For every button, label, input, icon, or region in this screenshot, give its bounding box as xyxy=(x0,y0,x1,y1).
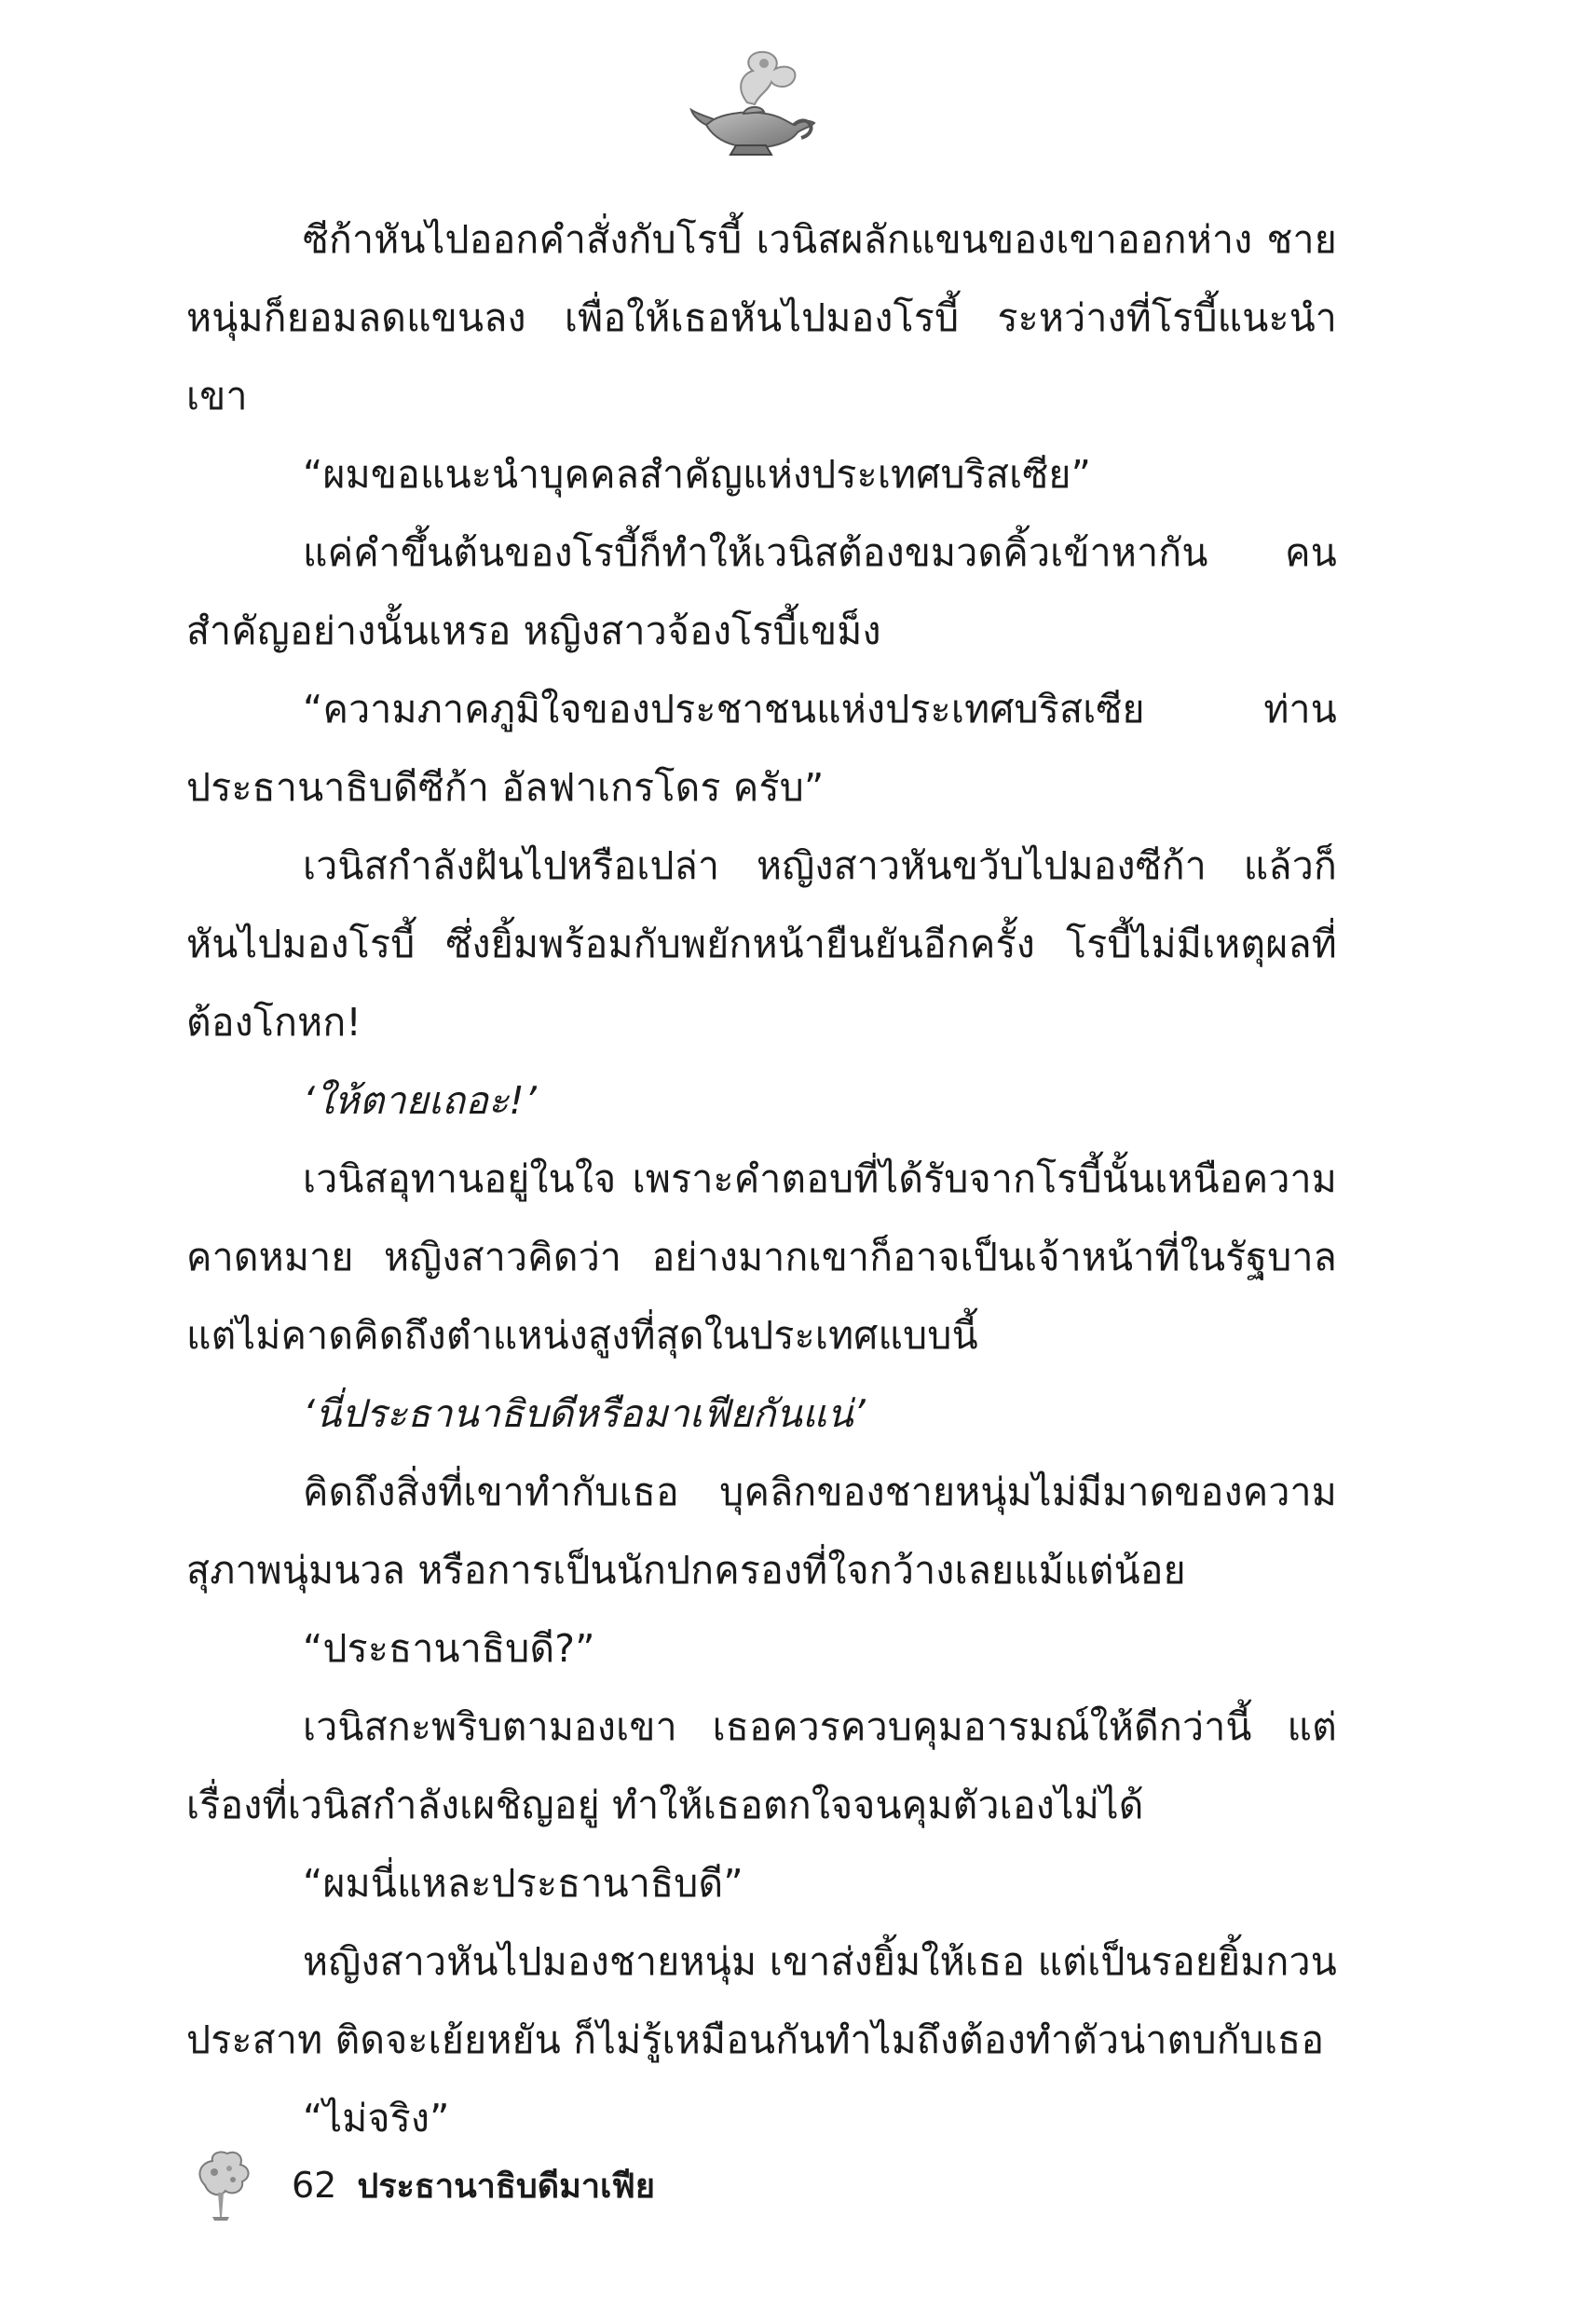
body-text xyxy=(186,200,1337,2157)
paragraph: “ประธานาธิบดี?” xyxy=(303,1626,595,1671)
paragraph: เวนิสกะพริบตามองเขา เธอควรควบคุมอารมณ์ให้ดีกว่านี้ แต่เรื่องที่เวนิสกำลังเผชิญอยู่ ทำให้เธอตกใจจนคุมตัวเองไม่ได้ xyxy=(186,1704,1337,1827)
paragraph: “ไม่จริง” xyxy=(303,2096,450,2140)
book-title: ประธานาธิบดีมาเฟีย xyxy=(357,2167,655,2206)
paragraph: คิดถึงสิ่งที่เขาทำกับเธอ บุคลิกของชายหนุ่มไม่มีมาดของความสุภาพนุ่มนวล หรือการเป็นนักปกครองที่ใจกว้างเลยแม้แต่น้อย xyxy=(186,1470,1337,1593)
paragraph: ซีก้าหันไปออกคำสั่งกับโรบี้ เวนิสผลักแขนของเขาออกห่าง ชายหนุ่มก็ยอมลดแขนลง เพื่อให้เธอหันไปมองโรบี้ ระหว่างที่โรบี้แนะนำเขา xyxy=(186,217,1337,418)
paragraph-thought: ‘นี่ประธานาธิบดีหรือมาเฟียกันแน่’ xyxy=(303,1391,866,1436)
paragraph: “ผมขอแนะนำบุคคลสำคัญแห่งประเทศบริสเซีย” xyxy=(303,452,1092,497)
paragraph: “ผมนี่แหละประธานาธิบดี” xyxy=(303,1861,743,1906)
genie-lamp-icon xyxy=(689,47,820,158)
paragraph: เวนิสกำลังฝันไปหรือเปล่า หญิงสาวหันขวับไปมองซีก้า แล้วก็หันไปมองโรบี้ ซึ่งยิ้มพร้อมกับพยักหน้ายืนยันอีกครั้ง โรบี้ไม่มีเหตุผลที่ต้องโกหก! xyxy=(186,843,1337,1045)
genie-lamp-small-icon xyxy=(186,2148,256,2222)
paragraph: เวนิสอุทานอยู่ในใจ เพราะคำตอบที่ได้รับจากโรบี้นั้นเหนือความคาดหมาย หญิงสาวคิดว่า อย่างมากเขาก็อาจเป็นเจ้าหน้าที่ในรัฐบาล แต่ไม่คาดคิดถึงตำแหน่งสูงที่สุดในประเทศแบบนี้ xyxy=(186,1156,1337,1358)
page-number: 62 xyxy=(292,2165,337,2206)
paragraph: “ความภาคภูมิใจของประชาชนแห่งประเทศบริสเซีย ท่านประธานาธิบดีซีก้า อัลฟาเกรโดร ครับ” xyxy=(186,687,1337,810)
paragraph-thought: ‘ให้ตายเถอะ!’ xyxy=(303,1078,538,1123)
paragraph: หญิงสาวหันไปมองชายหนุ่ม เขาส่งยิ้มให้เธอ แต่เป็นรอยยิ้มกวนประสาท ติดจะเย้ยหยัน ก็ไม่รู้เหมือนกันทำไมถึงต้องทำตัวน่าตบกับเธอ xyxy=(186,1939,1337,2062)
paragraph: แค่คำขึ้นต้นของโรบี้ก็ทำให้เวนิสต้องขมวดคิ้วเข้าหากัน คนสำคัญอย่างนั้นเหรอ หญิงสาวจ้องโรบี้เขม็ง xyxy=(186,530,1337,653)
page-footer xyxy=(186,2143,655,2227)
